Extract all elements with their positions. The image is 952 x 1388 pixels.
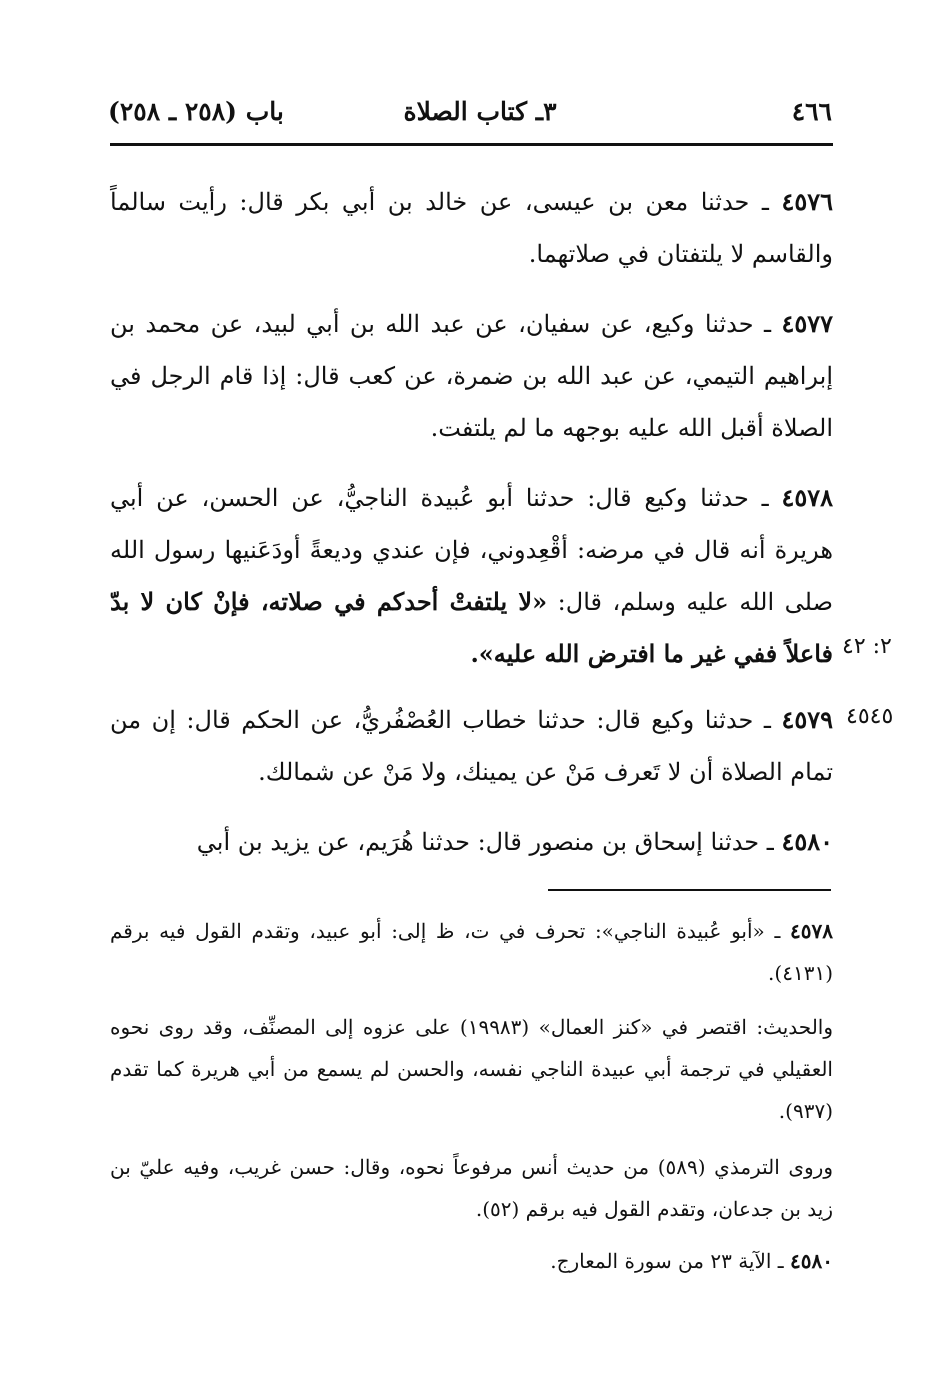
hadith-paragraph <box>110 472 833 680</box>
footnote <box>110 1240 833 1282</box>
book-title: ٣ـ كتاب الصلاة <box>403 97 557 126</box>
footnote <box>110 1146 833 1230</box>
footnote <box>110 1006 833 1132</box>
margin-reference: ٢: ٤٢ <box>842 634 892 659</box>
hadith-number: ٤٥٧٨ <box>781 483 833 512</box>
hadith-number: ٤٥٧٩ <box>781 705 833 734</box>
footnote-text: وروى الترمذي (٥٨٩) من حديث أنس مرفوعاً نحوه، وقال: حسن غريب، وفيه عليّ بن زيد بن جدعان، وتقدم القول فيه برقم (٥٢). <box>110 1155 833 1221</box>
footnote-text: ـ الآية ٢٣ من سورة المعارج. <box>550 1249 784 1273</box>
hadith-text: ـ حدثنا وكيع قال: حدثنا خطاب العُصْفُريُّ، عن الحكم قال: إن من تمام الصلاة أن لا تَعرف مَنْ عن يمينك، ولا مَنْ عن شمالك. <box>110 706 833 786</box>
hadith-number: ٤٥٧٧ <box>781 309 833 338</box>
hadith-text: ـ حدثنا معن بن عيسى، عن خالد بن أبي بكر قال: رأيت سالماً والقاسم لا يلتفتان في صلاتهما. <box>110 188 833 268</box>
hadith-number: ٤٥٧٦ <box>781 187 833 216</box>
hadith-paragraph <box>110 176 833 280</box>
footnote-number: ٤٥٨٠ <box>790 1249 833 1273</box>
hadith-text: ـ حدثنا وكيع، عن سفيان، عن عبد الله بن أبي لبيد، عن محمد بن إبراهيم التيمي، عن عبد الله بن ضمرة، عن كعب قال: إذا قام الرجل في الصلاة أقبل الله عليه بوجهه ما لم يلتفت. <box>110 310 833 442</box>
hadith-text: ـ حدثنا وكيع قال: حدثنا أبو عُبيدة الناجيُّ، عن الحسن، عن أبي هريرة أنه قال في مرضه: أقْعِدوني، فإن عندي وديعةً أودَعَنيها رسول الله صلى الله عليه وسلم، قال: <box>110 484 834 616</box>
prophetic-quote: «لا يلتفتْ أحدكم في صلاته، فإنْ كان لا بدّ فاعلاً ففي غير ما افترض الله عليه». <box>110 587 833 668</box>
hadith-paragraph <box>110 816 833 868</box>
header-rule <box>110 143 833 146</box>
hadith-paragraph <box>110 694 833 798</box>
footnote <box>110 910 833 994</box>
hadith-number: ٤٥٨٠ <box>781 827 833 856</box>
footnote-text: ـ «أبو عُبيدة الناجي»: تحرف في ت، ظ إلى: أبو عبيد، وتقدم القول فيه برقم (٤١٣١). <box>110 919 833 985</box>
hadith-text: ـ حدثنا إسحاق بن منصور قال: حدثنا هُرَيم، عن يزيد بن أبي <box>196 828 774 856</box>
footnote-number: ٤٥٧٨ <box>790 919 834 943</box>
hadith-paragraph <box>110 298 833 454</box>
footnote-text: والحديث: اقتصر في «كنز العمال» (١٩٩٨٣) على عزوه إلى المصنِّف، وقد روى نحوه العقيلي في ترجمة أبي عبيدة الناجي نفسه، والحسن لم يسمع من أبي هريرة كما تقدم (٩٣٧). <box>110 1015 833 1123</box>
page-number: ٤٦٦ <box>791 97 832 126</box>
footnote-rule <box>548 889 831 891</box>
section-title: باب (٢٥٨ ـ ٢٥٨) <box>108 97 284 126</box>
margin-reference: ٤٥٤٥ <box>846 704 894 729</box>
